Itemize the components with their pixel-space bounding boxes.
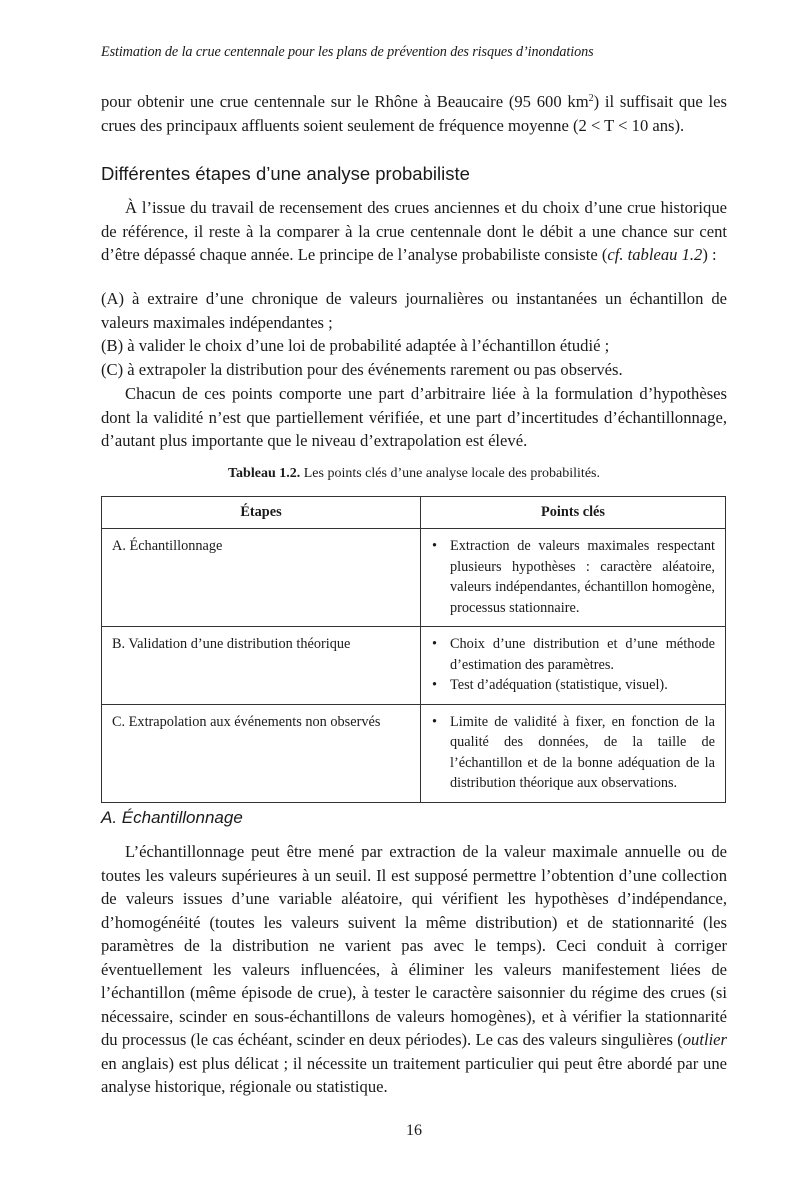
- table-caption-label: Tableau 1.2.: [228, 466, 301, 481]
- section-title: Différentes étapes d’une analyse probabiliste: [101, 163, 470, 184]
- bullet-point: • Test d’adéquation (statistique, visuel).: [431, 675, 715, 696]
- list-item-c: (C) à extrapoler la distribution pour des événements rarement ou pas observés.: [101, 360, 623, 379]
- superscript: 2: [588, 93, 594, 104]
- table-caption: [101, 466, 727, 482]
- section-paragraph-2: Chacun de ces points comporte une part d’arbitraire liée à la formulation d’hypothèses dont la validité n’est que partiellement vérifiée, et une part d’incertitudes d’échantillonnage, d’autant plus importante que le niveau d’extrapolation est élevé.: [101, 384, 727, 450]
- intro-text-end: ) il suffisait que les crues des principaux affluents soient seulement de fréquence moyenne (2 < T < 10 ans).: [101, 92, 727, 135]
- points-cell: [421, 627, 726, 705]
- list-item-a: (A) à extraire d’une chronique de valeurs journalières ou instantanées un échantillon de valeurs maximales indépendantes ;: [101, 289, 727, 332]
- key-points-table: [101, 496, 726, 803]
- table-row: [102, 627, 726, 705]
- table-header-row: [102, 497, 726, 529]
- intro-text: pour obtenir une crue centennale sur le Rhône à Beaucaire (95 600 km: [101, 92, 589, 111]
- section-paragraph-1: À l’issue du travail de recensement des crues anciennes et du choix d’une crue historique de référence, il reste à la comparer à la crue centennale dont le débit a une chance sur cent d’être dépassé chaque année. Le principe de l’analyse probabiliste consiste (cf. tableau 1.2) :: [101, 198, 727, 264]
- table-caption-text: Les points clés d’une analyse locale des probabilités.: [300, 466, 600, 481]
- para-text: L’échantillonnage peut être mené par extraction de la valeur maximale annuelle ou de toutes les valeurs supérieures à un seuil. Il est supposé permettre l’obtention d’une collection de valeurs issues d’une variable aléatoire, qui vérifient les hypothèses d’indépendance, d’homogénéité (toutes les valeurs suivent la même distribution) et de stationnarité (les paramètres de la distribution ne varient pas avec le temps). Ceci conduit à corriger éventuellement les valeurs influencées, à éliminer les valeurs manifestement liées de l’échantillon (même épisode de crue), à tester le caractère saisonnier du régime des crues (si nécessaire, scinder en sous-échantillons de valeurs homogènes), et à vérifier la stationnarité du processus (le cas échéant, scinder en deux périodes). Le cas des valeurs singulières (: [101, 842, 727, 1049]
- subsection-paragraph: [101, 840, 727, 1099]
- para-text-end: ) :: [702, 245, 717, 264]
- subsection-title: A. Échantillonnage: [101, 808, 243, 827]
- italic-term: outlier: [682, 1030, 727, 1049]
- step-cell: C. Extrapolation aux événements non observés: [102, 704, 421, 802]
- table-reference: cf. tableau 1.2: [607, 245, 703, 264]
- list-item-b: (B) à valider le choix d’une loi de probabilité adaptée à l’échantillon étudié ;: [101, 336, 610, 355]
- bullet-point: • Limite de validité à fixer, en fonction de la qualité des données, de la taille de l’échantillon et de la bonne adéquation de la distribution théorique aux observations.: [431, 712, 715, 794]
- table-row: [102, 529, 726, 627]
- para-text: À l’issue du travail de recensement des crues anciennes et du choix d’une crue historique de référence, il reste à la comparer à la crue centennale dont le débit a une chance sur cent d’être dépassé chaque année. Le principe de l’analyse probabiliste consiste: [101, 198, 727, 264]
- points-cell: [421, 704, 726, 802]
- bullet-point: • Extraction de valeurs maximales respectant plusieurs hypothèses : caractère aléatoire, valeurs indépendantes, échantillon homogène, processus stationnaire.: [431, 536, 715, 618]
- points-cell: [421, 529, 726, 627]
- table-row: [102, 704, 726, 802]
- intro-paragraph: [101, 90, 727, 137]
- page-number: 16: [406, 1122, 422, 1139]
- step-cell: A. Échantillonnage: [102, 529, 421, 627]
- step-cell: B. Validation d’une distribution théorique: [102, 627, 421, 705]
- column-header-key-points: Points clés: [421, 497, 726, 529]
- para-text-end: en anglais) est plus délicat ; il nécessite un traitement particulier qui peut être abordé par une analyse historique, régionale ou statistique.: [101, 1053, 727, 1096]
- bullet-point: • Choix d’une distribution et d’une méthode d’estimation des paramètres.: [431, 634, 715, 675]
- running-head: Estimation de la crue centennale pour les plans de prévention des risques d’inondations: [101, 44, 594, 60]
- column-header-steps: Étapes: [102, 497, 421, 529]
